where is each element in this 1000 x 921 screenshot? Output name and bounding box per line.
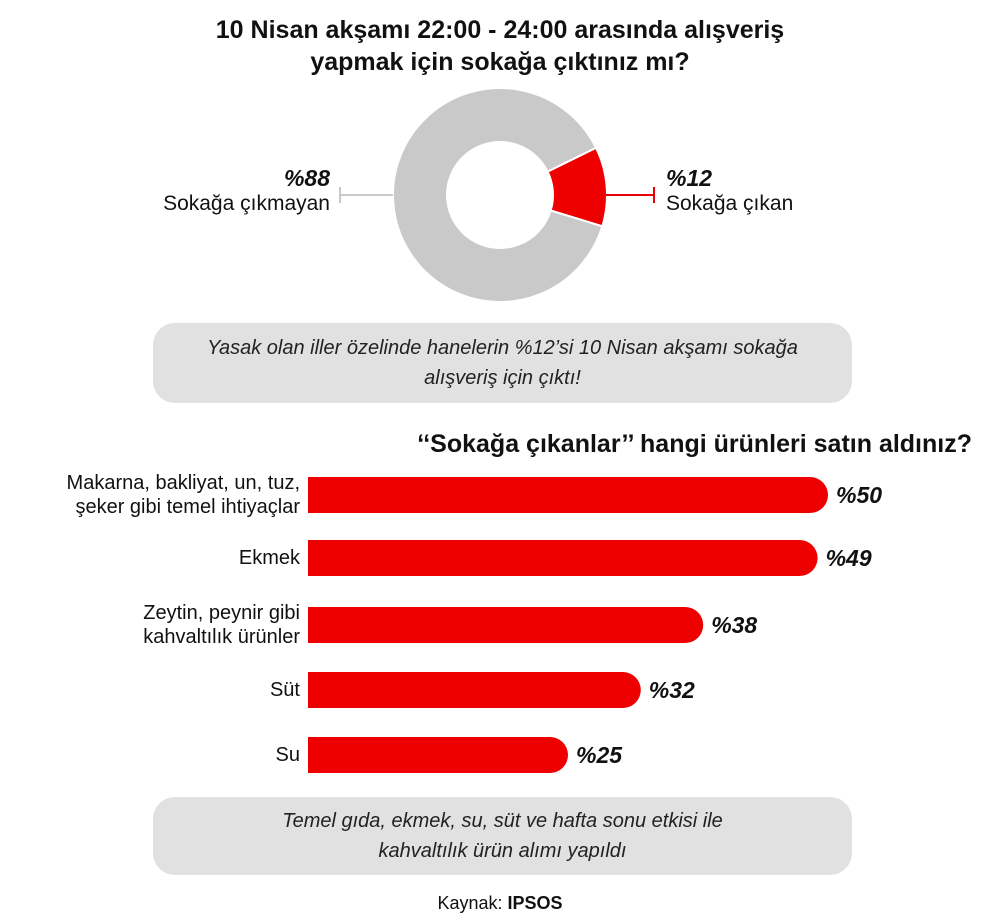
title-line-2: yapmak için sokağa çıktınız mı?	[310, 48, 690, 76]
bar-value-label-1: %49	[825, 545, 872, 571]
bar-value-label-0: %50	[836, 482, 883, 508]
bar-category-line-0-1: şeker gibi temel ihtiyaçlar	[75, 496, 300, 518]
bar-category-line-2-1: kahvaltılık ürünler	[143, 626, 300, 648]
bar-value-label-3: %32	[648, 677, 695, 703]
source-prefix: Kaynak:	[437, 893, 503, 913]
bar-value-label-2: %38	[711, 612, 758, 638]
bar-category-label-3	[270, 678, 300, 702]
bar-category-label-2	[143, 601, 300, 649]
bar-category-line-3-0: Süt	[269, 679, 300, 701]
bar-0	[308, 477, 828, 513]
title-line-1: 10 Nisan akşamı 22:00 - 24:00 arasında alışveriş	[215, 16, 785, 44]
source-line	[0, 892, 1000, 914]
bar-category-label-0	[67, 471, 300, 519]
slice-value-out: %12	[666, 165, 713, 191]
note-box-2	[153, 797, 852, 875]
bar-1	[308, 540, 818, 576]
slice-name-not-out: Sokağa çıkmayan	[163, 192, 330, 215]
bar-3	[308, 672, 641, 708]
bar-category-line-2-0: Zeytin, peynir gibi	[143, 602, 300, 624]
note-1-line-2: alışveriş için çıktı!	[424, 367, 581, 389]
note-2-line-1: Temel gıda, ekmek, su, süt ve hafta sonu etkisi ile	[282, 810, 723, 832]
bar-category-label-1	[239, 546, 300, 570]
bar-category-line-1-0: Ekmek	[238, 547, 300, 569]
slice-name-out: Sokağa çıkan	[666, 192, 794, 215]
bar-category-line-0-0: Makarna, bakliyat, un, tuz,	[66, 472, 300, 494]
slice-value-not-out: %88	[283, 165, 330, 191]
bar-chart-title: ‘‘Sokağa çıkanlar’’ hangi ürünleri satın aldınız?	[417, 430, 972, 458]
bar-category-label-4	[276, 743, 300, 767]
source-name: IPSOS	[507, 893, 563, 913]
bar-4	[308, 737, 568, 773]
bar-2	[308, 607, 703, 643]
note-2-line-2: kahvaltılık ürün alımı yapıldı	[378, 840, 627, 862]
bar-value-label-4: %25	[576, 742, 623, 768]
bar-category-line-4-0: Su	[275, 744, 300, 766]
note-1-line-1: Yasak olan iller özelinde hanelerin %12’si 10 Nisan akşamı sokağa	[207, 337, 798, 359]
